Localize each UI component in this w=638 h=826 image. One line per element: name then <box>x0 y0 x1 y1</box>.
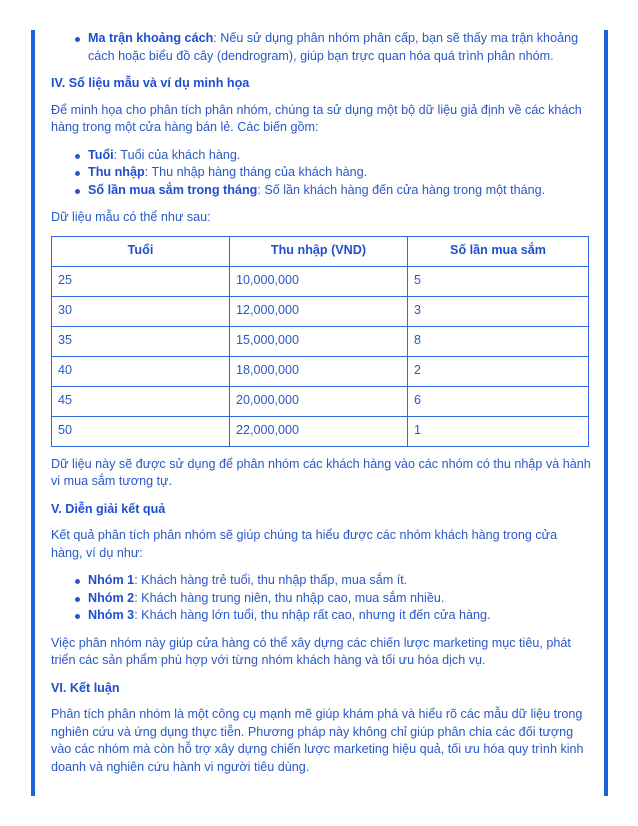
table-cell: 35 <box>52 326 230 356</box>
table-cell: 12,000,000 <box>230 296 408 326</box>
list-item-term: Nhóm 1 <box>88 573 135 587</box>
list-item <box>88 590 591 608</box>
table-cell: 40 <box>52 356 230 386</box>
section-5-intro: Kết quả phân tích phân nhóm sẽ giúp chúng ta hiểu được các nhóm khách hàng trong cửa hàng, ví dụ như: <box>51 528 558 560</box>
right-accent-bar <box>604 30 608 796</box>
table-row <box>52 326 589 356</box>
document-body <box>51 30 591 776</box>
table-intro: Dữ liệu mẫu có thể như sau: <box>51 210 211 224</box>
table-cell: 30 <box>52 296 230 326</box>
list-item-text: : Khách hàng trung niên, thu nhập cao, mua sắm nhiều. <box>134 590 445 605</box>
column-header-visits: Số lần mua sắm <box>408 236 589 266</box>
list-item-term: Tuổi <box>88 147 114 162</box>
table-cell: 6 <box>408 386 589 416</box>
list-item-text: : Tuổi của khách hàng. <box>113 147 241 162</box>
section-heading-5: V. Diễn giải kết quả <box>51 501 166 516</box>
list-item <box>88 30 591 65</box>
list-item-term: Nhóm 2 <box>88 590 135 605</box>
list-item-text: : Nếu sử dụng phân nhóm phân cấp, bạn sẽ thấy ma trận khoảng cách hoặc biểu đồ cây (dendrogram), giúp bạn trực quan hóa quá trình phân nhóm. <box>88 31 579 63</box>
table-cell: 8 <box>408 326 589 356</box>
list-item <box>88 607 591 625</box>
table-cell: 2 <box>408 356 589 386</box>
table-cell: 25 <box>52 266 230 296</box>
table-cell: 18,000,000 <box>230 356 408 386</box>
list-item <box>88 572 591 590</box>
section-4-intro: Để minh họa cho phân tích phân nhóm, chúng ta sử dụng một bộ dữ liệu giả định về các khách hàng trong một cửa hàng bán lẻ. Các biến gồm: <box>51 102 582 134</box>
list-item-text: : Khách hàng lớn tuổi, thu nhập rất cao, nhưng ít đến cửa hàng. <box>134 608 491 622</box>
list-item-term: Số lần mua sắm trong tháng <box>88 182 258 197</box>
list-item <box>88 164 591 182</box>
table-cell: 10,000,000 <box>230 266 408 296</box>
list-item-text: : Khách hàng trẻ tuổi, thu nhập thấp, mua sắm ít. <box>134 573 408 587</box>
section-5-outro: Việc phân nhóm này giúp cửa hàng có thể xây dựng các chiến lược marketing mục tiêu, phát triển các sản phẩm phù hợp với từng nhóm khách hàng và tối ưu hóa dịch vụ. <box>51 635 571 667</box>
groups-list <box>51 572 591 625</box>
left-accent-bar <box>31 30 35 796</box>
table-cell: 22,000,000 <box>230 416 408 446</box>
list-item-term: Ma trận khoảng cách <box>88 31 214 45</box>
list-item <box>88 147 591 165</box>
list-item-text: : Thu nhập hàng tháng của khách hàng. <box>144 165 368 179</box>
table-cell: 15,000,000 <box>230 326 408 356</box>
variables-list <box>51 147 591 200</box>
list-item <box>88 182 591 200</box>
list-item-text: : Số lần khách hàng đến cửa hàng trong một tháng. <box>257 182 546 197</box>
table-outro: Dữ liệu này sẽ được sử dụng để phân nhóm các khách hàng vào các nhóm có thu nhập và hành vi mua sắm tương tự. <box>51 456 591 488</box>
column-header-age: Tuổi <box>52 236 230 266</box>
sample-data-table <box>51 236 589 447</box>
table-row <box>52 266 589 296</box>
section-heading-4: IV. Số liệu mẫu và ví dụ minh họa <box>51 76 250 90</box>
table-row <box>52 416 589 446</box>
table-cell: 1 <box>408 416 589 446</box>
table-row <box>52 296 589 326</box>
table-cell: 45 <box>52 386 230 416</box>
list-item-term: Thu nhập <box>88 165 145 179</box>
table-row <box>52 356 589 386</box>
table-cell: 20,000,000 <box>230 386 408 416</box>
table-row <box>52 386 589 416</box>
column-header-income: Thu nhập (VND) <box>230 236 408 266</box>
table-cell: 5 <box>408 266 589 296</box>
list-item-term: Nhóm 3 <box>88 608 135 622</box>
section-heading-6: VI. Kết luận <box>51 680 120 695</box>
conclusion-text: Phân tích phân nhóm là một công cụ mạnh mẽ giúp khám phá và hiểu rõ các mẫu dữ liệu trong nghiên cứu và ứng dụng thực tiễn. Phương pháp này không chỉ giúp phân chia các đối tượng vào các nhóm mà còn hỗ trợ xây dựng chiến lược marketing hiệu quả, tối ưu hóa quy trình kinh doanh và nghiên cứu hành vi người tiêu dùng. <box>51 707 584 774</box>
table-header-row <box>52 236 589 266</box>
bullet-list-top <box>51 30 591 65</box>
table-cell: 50 <box>52 416 230 446</box>
table-cell: 3 <box>408 296 589 326</box>
